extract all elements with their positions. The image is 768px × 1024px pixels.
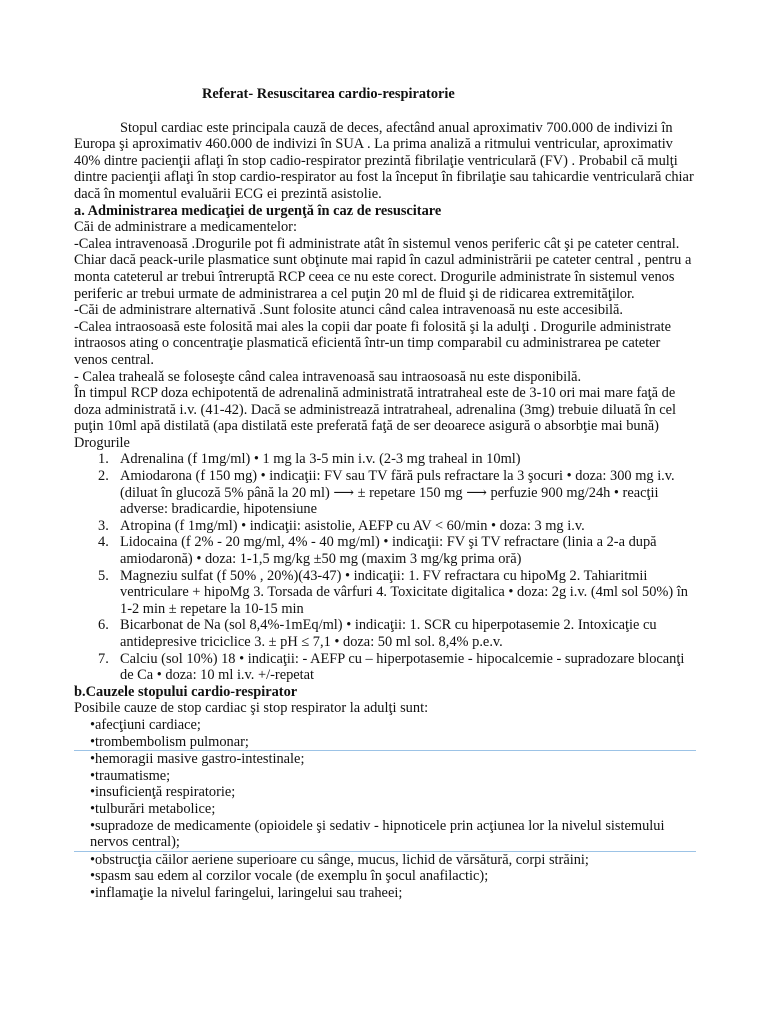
list-number: 7. (98, 650, 109, 667)
list-number: 6. (98, 617, 109, 634)
drug-text: Amiodarona (f 150 mg) • indicaţii: FV sau TV fără puls refractare la 3 şocuri • doza: 300 mg i.v. (diluat în glucoză 5% până la 20 ml) ⟶ ± repetare 150 mg ⟶ perfuzie 900 mg/24h • reacţii adverse: bradicardie, hipotensiune (120, 468, 675, 518)
section-a-paragraph: - Calea trahealǎ se foloseşte când calea intravenoasă sau intraosoasă nu este disponibilă. (74, 368, 582, 385)
cause-list-item: •obstrucţia căilor aeriene superioare cu sânge, mucus, lichid de vărsătură, corpi străini; (74, 851, 696, 869)
section-b-heading: b.Cauzele stopului cardio-respirator (74, 683, 298, 700)
cause-list-item: •trombembolism pulmonar; (90, 733, 249, 750)
drug-text: Adrenalina (f 1mg/ml) • 1 mg la 3-5 min i.v. (2-3 mg traheal in 10ml) (120, 451, 521, 468)
section-a-paragraph: -Calea intravenoasă .Drogurile pot fi administrate atât în sistemul venos periferic cât şi pe cateter central. Chiar dacă peack-urile plasmatice sunt obţinute mai rapid în cazul administrării pe cateter central , pentru a monta cateterul ar trebui întreruptă RCP ceea ce nu este corect. Drogurile administrate în sistemul venos periferic ar trebui urmate de administrarea a cel puţin 20 ml de fluid şi de ridicarea extremităţilor. (74, 235, 692, 302)
cause-list-item: •insuficienţă respiratorie; (90, 784, 236, 801)
drug-text: Bicarbonat de Na (sol 8,4%-1mEq/ml) • indicaţii: 1. SCR cu hiperpotasemie 2. Intoxicaţie cu antidepresive triciclice 3. ± pH ≤ 7,1 • doza: 50 ml sol. 8,4% p.e.v. (120, 617, 657, 650)
section-b-lead: Posibile cauze de stop cardiac şi stop respirator la adulţi sunt: (74, 700, 429, 717)
section-a-heading: a. Administrarea medicaţiei de urgenţă în caz de resuscitare (74, 202, 442, 219)
drug-text: Magneziu sulfat (f 50% , 20%)(43-47) • indicaţii: 1. FV refractara cu hipoMg 2. Tahiaritmii ventriculare + hipoMg 3. Torsada de vârfuri 4. Toxicitate digitalica • doza: 2g i.v. (4ml sol 50%) în 1-2 min ± repetare la 10-15 min (120, 567, 688, 617)
drug-list-item (74, 568, 696, 618)
cause-list-item: •spasm sau edem al corzilor vocale (de exemplu în şocul anafilactic); (90, 868, 489, 885)
drug-list-item (74, 651, 696, 684)
list-number: 1. (98, 451, 109, 468)
list-number: 4. (98, 534, 109, 551)
cause-list-item: •supradoze de medicamente (opioidele şi sedativ - hipnoticele prin acţiunea lor la nivelul sistemului nervos central); (90, 817, 665, 851)
list-number: 2. (98, 468, 109, 485)
cause-list-item: •afecţiuni cardiace; (90, 716, 201, 733)
intro-paragraph: Stopul cardiac este principala cauză de deces, afectând anual aproximativ 700.000 de indivizi în Europa şi aproximativ 460.000 de indivizi în SUA . La prima analiză a ritmului ventricular, aproximativ 40% dintre pacienţii aflaţi în stop cadio-respirator prezintă fibrilaţie ventriculară (FV) . Probabil că mulţi dintre pacienţii aflaţi în stop cardio-respirator au fost la început în fibrilaţie sau tahicardie ventriculară chiar dacă în momentul evaluării ECG ei prezintă asistolie. (74, 119, 694, 202)
drug-list-item (74, 451, 696, 468)
drug-list-item (74, 534, 696, 567)
drug-text: Lidocaina (f 2% - 20 mg/ml, 4% - 40 mg/ml) • indicaţii: FV şi TV refractare (linia a 2-a după amiodaronă) • doza: 1-1,5 mg/kg ±50 mg (maxim 3 mg/kg prima oră) (120, 534, 657, 568)
section-a-paragraph: Drogurile (74, 434, 130, 451)
list-number: 5. (98, 567, 109, 584)
drug-list-item (74, 518, 696, 535)
drug-text: Atropina (f 1mg/ml) • indicaţii: asistolie, AEFP cu AV < 60/min • doza: 3 mg i.v. (120, 517, 585, 534)
section-a-paragraph: Căi de administrare a medicamentelor: (74, 219, 297, 236)
document-body (74, 86, 696, 902)
drug-list-item (74, 617, 696, 650)
section-a-paragraph: -Căi de administrare alternativă .Sunt folosite atunci când calea intravenoasă nu este accesibilă. (74, 302, 624, 319)
cause-list-item: •inflamaţie la nivelul faringelui, laringelui sau traheei; (90, 884, 403, 901)
cause-list-item: •hemoragii masive gastro-intestinale; (74, 750, 696, 768)
cause-list-item: •tulburări metabolice; (90, 800, 216, 817)
cause-list-item: •traumatisme; (90, 767, 171, 784)
section-a-paragraph: În timpul RCP doza echipotentă de adrenalină administrată intratraheal este de 3-10 ori mai mare faţă de doza administrată i.v. (41-42). Dacă se administrează intratraheal, adrenalina (3mg) trebuie diluată în cel puţin 10ml apă distilată (apa distilată este preferată faţă de ser deoarece asigură o absorbţie mai bună) (74, 385, 677, 435)
document-title: Referat- Resuscitarea cardio-respiratorie (202, 86, 455, 102)
drug-list-item (74, 468, 696, 518)
list-number: 3. (98, 517, 109, 534)
drug-text: Calciu (sol 10%) 18 • indicaţii: - AEFP cu – hiperpotasemie - hipocalcemie - supradozare blocanţi de Ca • doza: 10 ml i.v. +/-repetat (120, 650, 685, 684)
section-a-paragraph: -Calea intraosoasă este folosită mai ales la copii dar poate fi folosită şi la adulţi . Drogurile administrate intraosos ating o concentraţie plasmatică eficientă într-un timp comparabil cu administrarea pe cateter venos central. (74, 318, 672, 368)
